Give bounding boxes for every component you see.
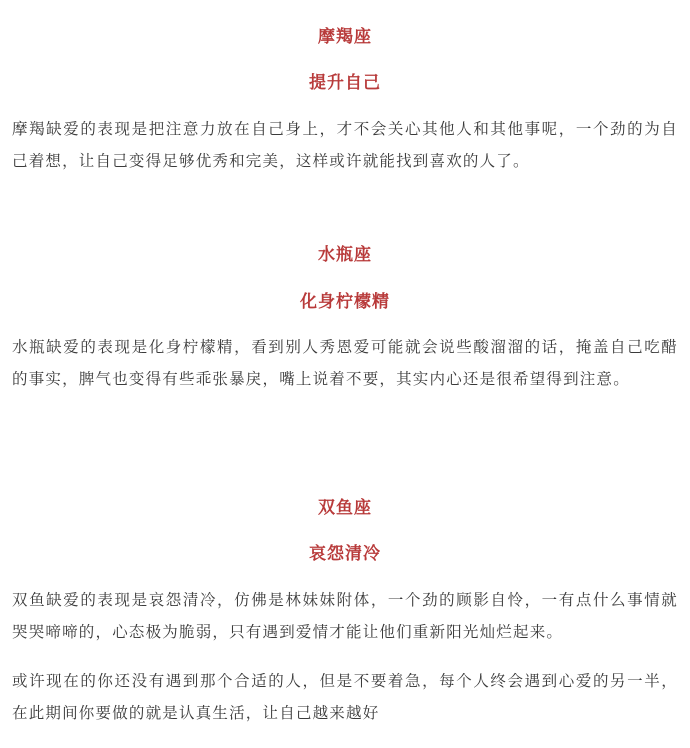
- sign-title-pisces: 双鱼座: [318, 498, 372, 518]
- sign-subtitle-aquarius: 化身柠檬精: [300, 292, 390, 312]
- sign-title-capricorn: 摩羯座: [318, 27, 372, 47]
- paragraph-aquarius: 水瓶缺爱的表现是化身柠檬精，看到别人秀恩爱可能就会说些酸溜溜的话，掩盖自己吃醋的事实，脾气也变得有些乖张暴戾，嘴上说着不要，其实内心还是很希望得到注意。: [12, 338, 678, 388]
- sign-title-aquarius: 水瓶座: [318, 245, 372, 265]
- paragraph-capricorn: 摩羯缺爱的表现是把注意力放在自己身上，才不会关心其他人和其他事呢，一个劲的为自己着想，让自己变得足够优秀和完美，这样或许就能找到喜欢的人了。: [12, 120, 678, 170]
- sign-subtitle-capricorn: 提升自己: [309, 73, 381, 93]
- paragraph-closing: 或许现在的你还没有遇到那个合适的人，但是不要着急，每个人终会遇到心爱的另一半，在此期间你要做的就是认真生活，让自己越来越好: [12, 672, 678, 722]
- paragraph-pisces: 双鱼缺爱的表现是哀怨清冷，仿佛是林妹妹附体，一个劲的顾影自怜，一有点什么事情就哭哭啼啼的，心态极为脆弱，只有遇到爱情才能让他们重新阳光灿烂起来。: [12, 591, 678, 641]
- sign-subtitle-pisces: 哀怨清冷: [309, 544, 381, 564]
